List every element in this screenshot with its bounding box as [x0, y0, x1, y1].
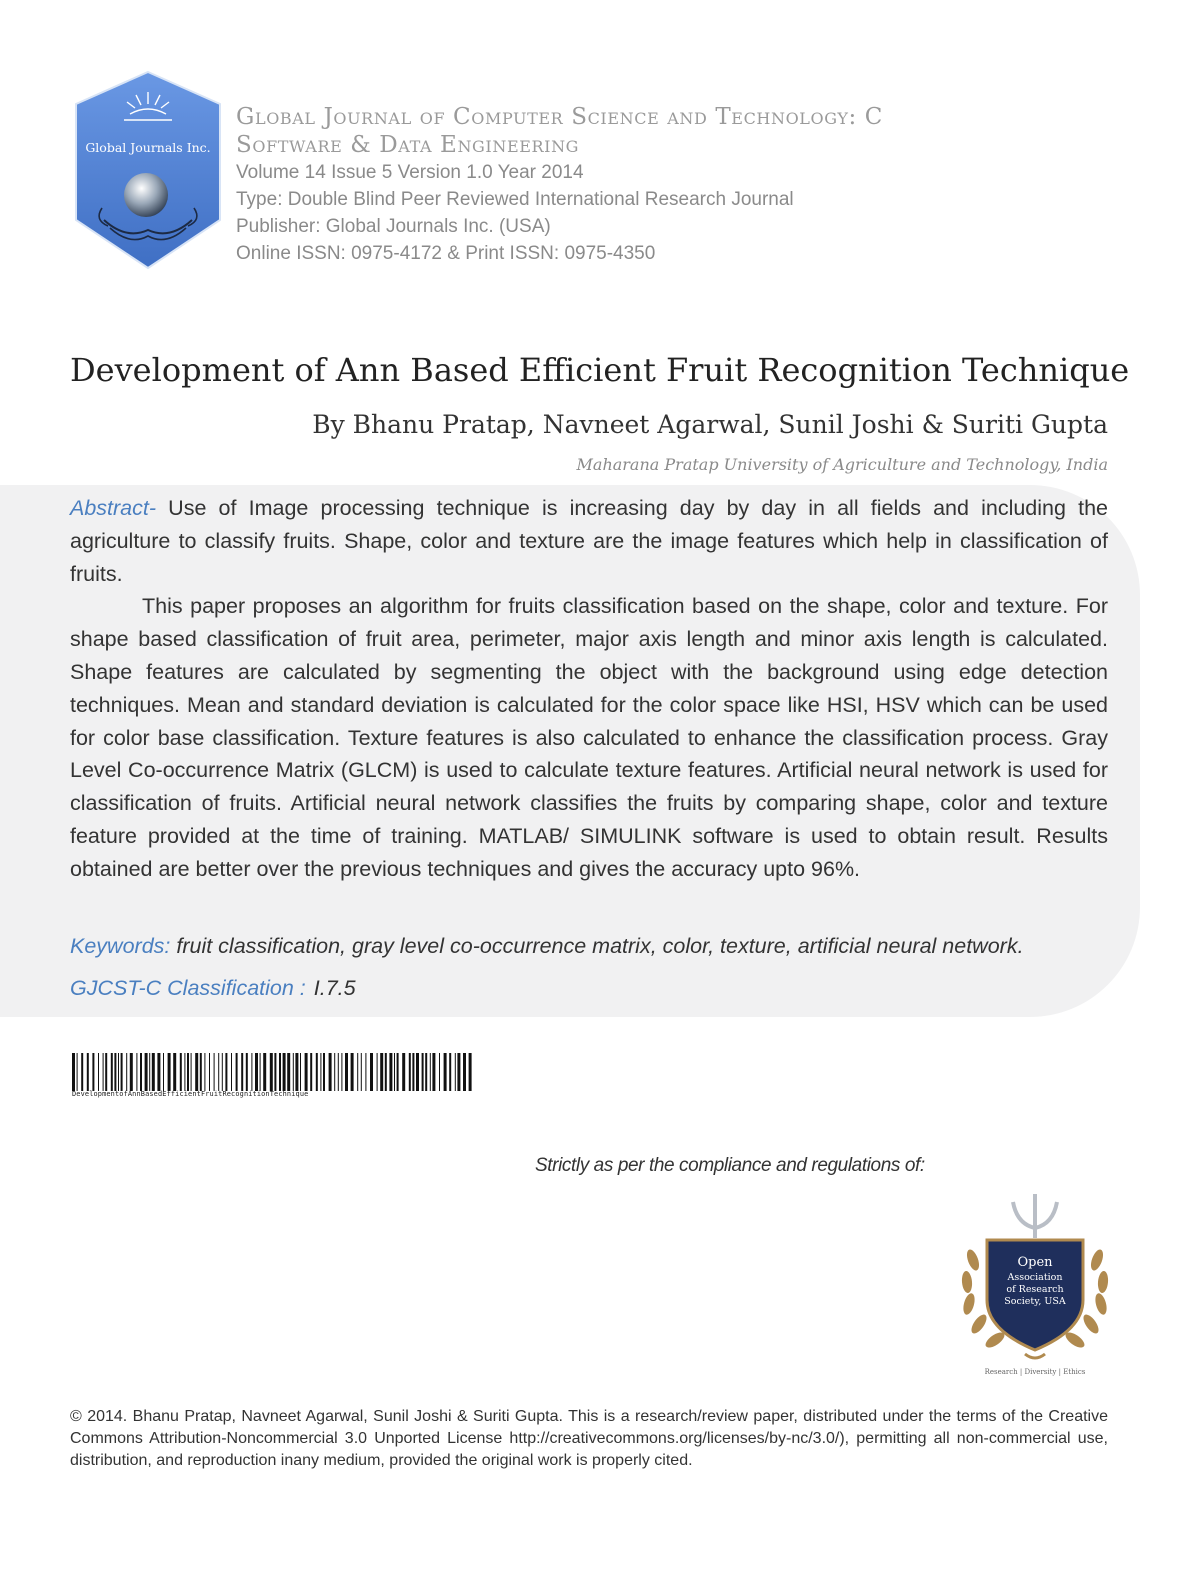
journal-header	[236, 103, 1136, 267]
abstract-text-1: Use of Image processing technique is increasing day by day in all fields and including the agriculture to classify fruits. Shape, color and texture are the image features which help in classification of fruits.	[70, 496, 1108, 586]
keywords-value: fruit classification, gray level co-occurrence matrix, color, texture, artificial neural network.	[176, 934, 1024, 958]
seal-line-4: Society, USA	[1004, 1296, 1066, 1307]
barcode-bar	[370, 1053, 373, 1091]
barcode-bar	[145, 1053, 148, 1091]
barcode-bar	[422, 1053, 424, 1091]
barcode-bar	[385, 1053, 387, 1091]
barcode-bar	[345, 1053, 348, 1091]
seal-motto: Research | Diversity | Ethics	[984, 1368, 1086, 1376]
issn: Online ISSN: 0975-4172 & Print ISSN: 0975-4350	[236, 243, 656, 264]
barcode-bar	[283, 1053, 286, 1091]
barcode-bar	[357, 1053, 358, 1091]
barcode-bar	[329, 1053, 332, 1091]
barcode-bar	[255, 1053, 258, 1091]
global-journals-logo	[74, 70, 222, 270]
journal-section: Software & Data Engineering	[236, 132, 580, 158]
barcode-bar	[316, 1053, 318, 1091]
barcode-bar	[389, 1053, 392, 1091]
barcode-bar	[323, 1053, 325, 1091]
barcode-bar	[287, 1053, 290, 1091]
barcode-bar	[246, 1053, 248, 1091]
barcode-bar	[214, 1053, 215, 1091]
barcode-bar	[341, 1053, 342, 1091]
barcode-bar	[412, 1053, 414, 1091]
barcode-bar	[204, 1053, 205, 1091]
barcode-bar	[236, 1053, 238, 1091]
barcode-bar	[118, 1053, 119, 1091]
author-affiliation: Maharana Pratap University of Agriculture and Technology, India	[576, 455, 1108, 474]
abstract-paragraph-2: This paper proposes an algorithm for fruits classification based on the shape, color and texture. For shape based classification of fruit area, perimeter, major axis length and minor axis length is calculated. Shape features are calculated by segmenting the object with the background using edge detection techniques. Mean and standard deviation is calculated for the color space like HSI, HSV which can be used for color base classification. Texture features is also calculated to enhance the classification process. Gray Level Co-occurrence Matrix (GLCM) is used to calculate texture features. Artificial neural network is used for classification of fruits. Artificial neural network classifies the fruits by comparing shape, color and texture feature provided at the time of training. MATLAB/ SIMULINK software is used to obtain result. Results obtained are better over the previous techniques and gives the accuracy upto 96%.	[70, 594, 1108, 881]
barcode-bar	[409, 1053, 411, 1091]
barcode-bar	[300, 1053, 301, 1091]
barcode-bar	[449, 1053, 451, 1091]
barcode-bar	[310, 1053, 312, 1091]
barcode-bar	[209, 1053, 210, 1091]
barcode-bar	[351, 1053, 354, 1091]
barcode-caption: DevelopmentofAnnBasedEfficientFruitRecognitionTechnique	[72, 1090, 309, 1098]
barcode-bar	[157, 1053, 160, 1091]
barcode-bar	[241, 1053, 243, 1091]
barcode-bar	[394, 1053, 395, 1091]
barcode-bar	[111, 1053, 113, 1091]
barcode-bar	[293, 1053, 294, 1091]
barcode-bar	[218, 1053, 219, 1091]
barcode-bar	[87, 1053, 89, 1091]
barcode-bar	[365, 1053, 366, 1091]
barcode-bar	[140, 1053, 142, 1091]
barcode-bar	[225, 1053, 227, 1091]
logo-text: Global Journals Inc.	[85, 140, 211, 155]
barcode-bar	[416, 1053, 419, 1091]
barcode-bar	[444, 1053, 447, 1091]
barcode-bar	[469, 1053, 472, 1091]
barcode-bar	[402, 1053, 405, 1091]
seal-line-3: of Research	[1006, 1284, 1064, 1295]
barcode-bar	[260, 1053, 261, 1091]
barcode-bar	[457, 1053, 460, 1091]
barcode-bar	[231, 1053, 232, 1091]
keywords	[70, 930, 1024, 962]
barcode-bar	[114, 1053, 116, 1091]
barcode-bar	[126, 1053, 127, 1091]
barcode-bar	[455, 1053, 456, 1091]
barcode-bar	[439, 1053, 440, 1091]
barcode-bar	[105, 1053, 107, 1091]
classification-label: GJCST-C Classification :	[70, 976, 306, 1000]
barcode-bar	[338, 1053, 339, 1091]
barcode-bar	[263, 1053, 266, 1091]
barcode-bar	[180, 1053, 182, 1091]
barcode-bar	[270, 1053, 273, 1091]
barcode-bar	[103, 1053, 104, 1091]
barcode-bar	[251, 1053, 252, 1091]
trident-icon	[1013, 1194, 1057, 1238]
volume-info: Volume 14 Issue 5 Version 1.0 Year 2014	[236, 162, 584, 183]
barcode-bar	[463, 1053, 466, 1091]
keywords-label: Keywords:	[70, 934, 171, 958]
barcode-bar	[361, 1053, 362, 1091]
oars-seal	[955, 1190, 1115, 1380]
barcode-bar	[98, 1053, 99, 1091]
barcode-bar	[222, 1053, 223, 1091]
globe-icon	[124, 173, 168, 217]
barcode-bar	[425, 1053, 427, 1091]
barcode-bar	[149, 1053, 150, 1091]
barcode-bar	[305, 1053, 308, 1091]
classification-value: I.7.5	[313, 976, 356, 1000]
barcode-bar	[72, 1053, 75, 1091]
barcode-bar	[173, 1053, 176, 1091]
barcode-bar	[380, 1053, 383, 1091]
barcode-bar	[163, 1053, 164, 1091]
compliance-note: Strictly as per the compliance and regulations of:	[535, 1155, 925, 1176]
barcode-bar	[168, 1053, 171, 1091]
barcode-bar	[377, 1053, 378, 1091]
barcode-bar	[121, 1053, 123, 1091]
barcode-bar	[81, 1053, 83, 1091]
barcode-bar	[279, 1053, 281, 1091]
barcode-bar	[200, 1053, 202, 1091]
publisher: Publisher: Global Journals Inc. (USA)	[236, 216, 551, 237]
paper-authors: By Bhanu Pratap, Navneet Agarwal, Sunil Joshi & Suriti Gupta	[312, 410, 1108, 439]
barcode-bar	[274, 1053, 276, 1091]
license-notice: © 2014. Bhanu Pratap, Navneet Agarwal, Sunil Joshi & Suriti Gupta. This is a research/review paper, distributed under the terms of the Creative Commons Attribution-Noncommercial 3.0 Unported License http://creativecommons.org/licenses/by-nc/3.0/), permitting all non-commercial use, distribution, and reproduction inany medium, provided the original work is properly cited.	[70, 1408, 1108, 1469]
abstract-paragraph-1	[70, 492, 1108, 590]
barcode-bar	[320, 1053, 321, 1091]
journal-type: Type: Double Blind Peer Reviewed International Research Journal	[236, 189, 794, 210]
seal-line-1: Open	[1017, 1255, 1053, 1270]
barcode-bar	[92, 1053, 94, 1091]
barcode-bar	[334, 1053, 335, 1091]
barcode-bar	[187, 1053, 189, 1091]
barcode-bar	[136, 1053, 137, 1091]
barcode-bar	[130, 1053, 133, 1091]
barcode-bar	[295, 1053, 298, 1091]
barcode-bar	[432, 1053, 435, 1091]
barcode-bar	[77, 1053, 78, 1091]
classification	[70, 972, 356, 1004]
barcode-bar	[195, 1053, 198, 1091]
barcode-bar	[430, 1053, 431, 1091]
barcode-bar	[184, 1053, 185, 1091]
abstract-label: Abstract-	[70, 496, 157, 520]
paper-title: Development of Ann Based Efficient Fruit Recognition Technique	[70, 351, 1130, 389]
seal-line-2: Association	[1007, 1272, 1063, 1283]
abstract	[70, 492, 1108, 886]
barcode-bar	[191, 1053, 192, 1091]
barcode-bar	[397, 1053, 399, 1091]
barcode-bar	[152, 1053, 155, 1091]
barcode	[72, 1053, 472, 1091]
journal-title: Global Journal of Computer Science and Technology: C	[236, 104, 883, 130]
